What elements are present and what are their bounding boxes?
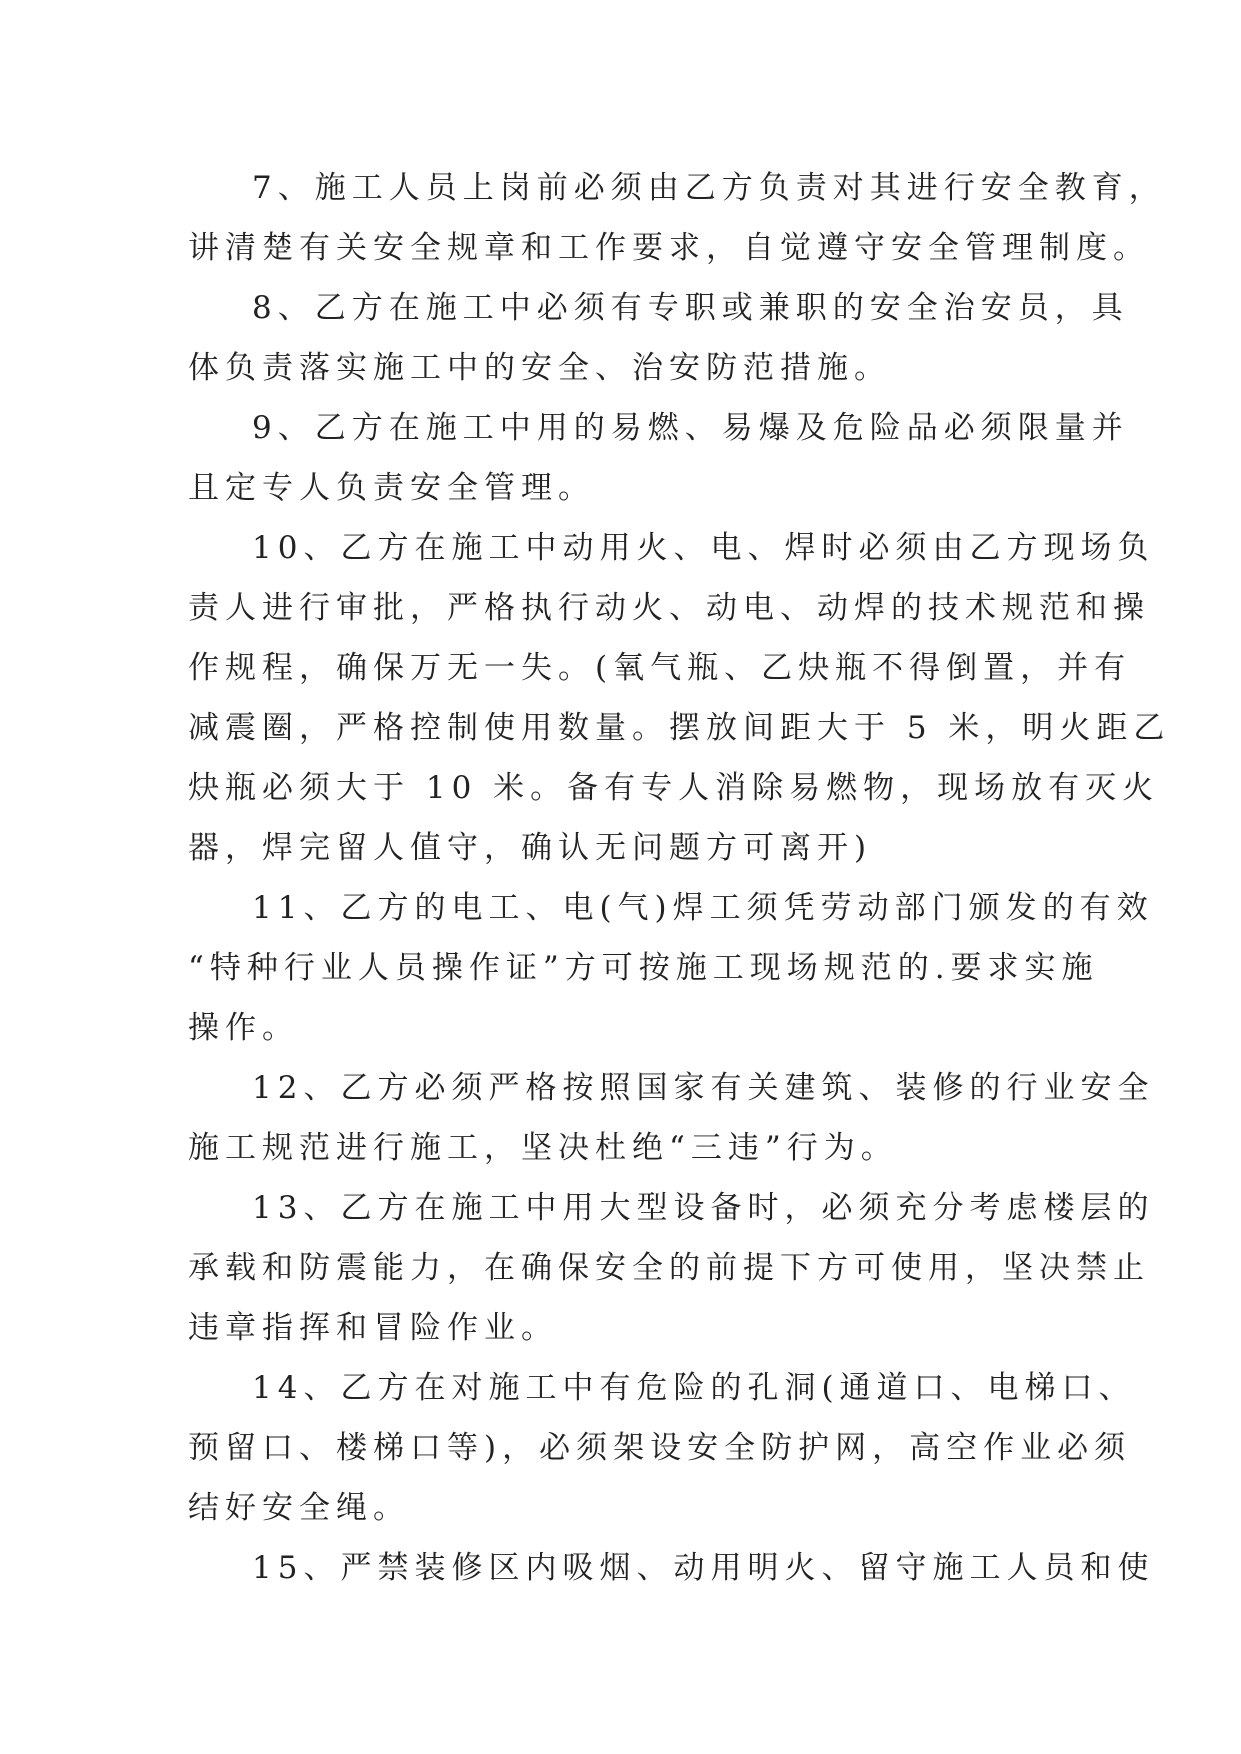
text-line: 13、乙方在施工中用大型设备时，必须充分考虑楼层的 bbox=[252, 1190, 1155, 1226]
text-line: 11、乙方的电工、电(气)焊工须凭劳动部门颁发的有效 bbox=[252, 890, 1154, 926]
text-line: 责人进行审批，严格执行动火、动电、动焊的技术规范和操 bbox=[188, 590, 1150, 626]
text-line: 体负责落实施工中的安全、治安防范措施。 bbox=[188, 350, 891, 386]
text-line: 预留口、楼梯口等)，必须架设安全防护网，高空作业必须 bbox=[188, 1430, 1132, 1466]
text-line: 结好安全绳。 bbox=[188, 1490, 410, 1526]
text-line: 14、乙方在对施工中有危险的孔洞(通道口、电梯口、 bbox=[252, 1370, 1136, 1406]
text-line: 8、乙方在施工中必须有专职或兼职的安全治安员，具 bbox=[252, 290, 1129, 326]
text-line: 15、严禁装修区内吸烟、动用明火、留守施工人员和使 bbox=[252, 1550, 1155, 1586]
clause-7 bbox=[188, 158, 1166, 278]
clause-8 bbox=[188, 278, 1129, 398]
clause-15 bbox=[188, 1538, 1155, 1598]
clause-9 bbox=[188, 398, 1129, 518]
clause-11 bbox=[188, 878, 1154, 1058]
text-line: 且定专人负责安全管理。 bbox=[188, 470, 595, 506]
text-line: 违章指挥和冒险作业。 bbox=[188, 1310, 558, 1346]
text-line: 作规程，确保万无一失。(氧气瓶、乙炔瓶不得倒置，并有 bbox=[188, 650, 1132, 686]
clause-14 bbox=[188, 1358, 1136, 1538]
text-line: 10、乙方在施工中动用火、电、焊时必须由乙方现场负 bbox=[252, 530, 1155, 566]
clause-10 bbox=[188, 518, 1171, 878]
text-line: 炔瓶必须大于 10 米。备有专人消除易燃物，现场放有灭火 bbox=[188, 770, 1160, 806]
clause-12 bbox=[188, 1058, 1155, 1178]
text-line: “特种行业人员操作证”方可按施工现场规范的.要求实施 bbox=[188, 950, 1099, 986]
document-body bbox=[188, 158, 1171, 1598]
text-line: 7、施工人员上岗前必须由乙方负责对其进行安全教育， bbox=[252, 170, 1166, 206]
text-line: 承载和防震能力，在确保安全的前提下方可使用，坚决禁止 bbox=[188, 1250, 1150, 1286]
text-line: 12、乙方必须严格按照国家有关建筑、装修的行业安全 bbox=[252, 1070, 1155, 1106]
text-line: 讲清楚有关安全规章和工作要求，自觉遵守安全管理制度。 bbox=[188, 230, 1150, 266]
text-line: 9、乙方在施工中用的易燃、易爆及危险品必须限量并 bbox=[252, 410, 1129, 446]
clause-13 bbox=[188, 1178, 1155, 1358]
text-line: 操作。 bbox=[188, 1010, 299, 1046]
text-line: 施工规范进行施工，坚决杜绝“三违”行为。 bbox=[188, 1130, 898, 1166]
text-line: 减震圈，严格控制使用数量。摆放间距大于 5 米，明火距乙 bbox=[188, 710, 1171, 746]
text-line: 器，焊完留人值守，确认无问题方可离开) bbox=[188, 830, 873, 866]
